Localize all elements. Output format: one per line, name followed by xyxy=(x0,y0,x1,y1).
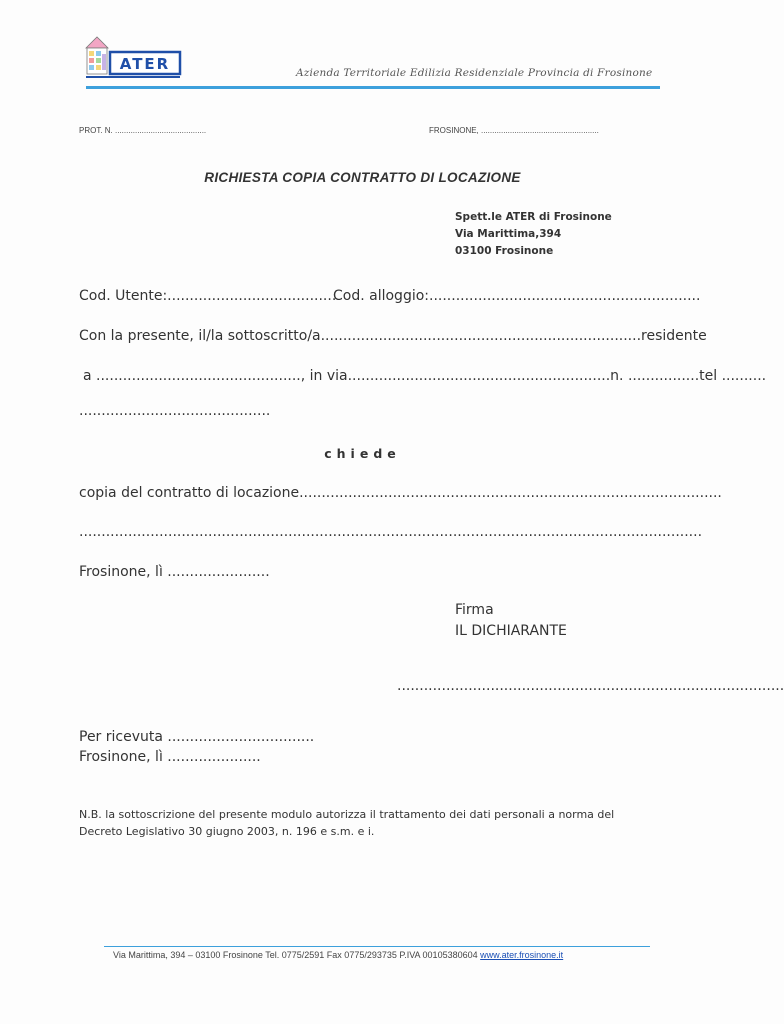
signature-line[interactable]: ....................................................................................... xyxy=(397,678,784,694)
receipt-date-field[interactable]: Frosinone, lì ..................... xyxy=(79,749,261,765)
copia-contratto-field[interactable]: copia del contratto di locazione............................................................................................... xyxy=(79,485,722,501)
copia-contratto-line-2[interactable]: ............................................................................................................................................ xyxy=(79,524,703,540)
cod-alloggio-field[interactable]: Cod. alloggio:............................................................. xyxy=(333,288,701,304)
recipient-line-2: Via Marittima,394 xyxy=(455,228,562,240)
page-title: RICHIESTA COPIA CONTRATTO DI LOCAZIONE xyxy=(204,170,521,185)
per-ricevuta-field[interactable]: Per ricevuta ................................. xyxy=(79,729,315,745)
chiede-heading: chiede xyxy=(324,446,401,461)
dichiarante-label: IL DICHIARANTE xyxy=(455,623,567,639)
recipient-line-1: Spett.le ATER di Frosinone xyxy=(455,211,612,223)
privacy-note-line-2: Decreto Legislativo 30 giugno 2003, n. 196 e s.m. e i. xyxy=(79,825,375,838)
firma-label: Firma xyxy=(455,602,494,618)
footer-info xyxy=(113,950,563,960)
footer-contacts: Via Marittima, 394 – 03100 Frosinone Tel. 0775/2591 Fax 0775/293735 P.IVA 00105380604 xyxy=(113,950,478,960)
place-date: FROSINONE, ..................................................... xyxy=(429,126,599,135)
cod-utente-field[interactable]: Cod. Utente:...................................... xyxy=(79,288,337,304)
residenza-field[interactable]: a .............................................., in via...........................................................n. ................tel .......... xyxy=(83,368,767,384)
ater-logo xyxy=(82,34,184,82)
logo-text: ATER xyxy=(119,55,171,73)
website-link[interactable]: www.ater.frosinone.it xyxy=(480,950,564,960)
header-divider xyxy=(86,86,660,89)
luogo-data-field[interactable]: Frosinone, lì ....................... xyxy=(79,564,270,580)
extra-line-field[interactable]: ........................................... xyxy=(79,403,271,419)
protocol-number: PROT. N. ......................................... xyxy=(79,126,207,135)
sottoscritto-field[interactable]: Con la presente, il/la sottoscritto/a........................................................................residente xyxy=(79,328,707,344)
privacy-note-line-1: N.B. la sottoscrizione del presente modulo autorizza il trattamento dei dati personali a norma del xyxy=(79,808,615,821)
recipient-line-3: 03100 Frosinone xyxy=(455,245,554,257)
footer-divider xyxy=(104,946,650,947)
organization-name: Azienda Territoriale Edilizia Residenziale Provincia di Frosinone xyxy=(296,67,653,79)
